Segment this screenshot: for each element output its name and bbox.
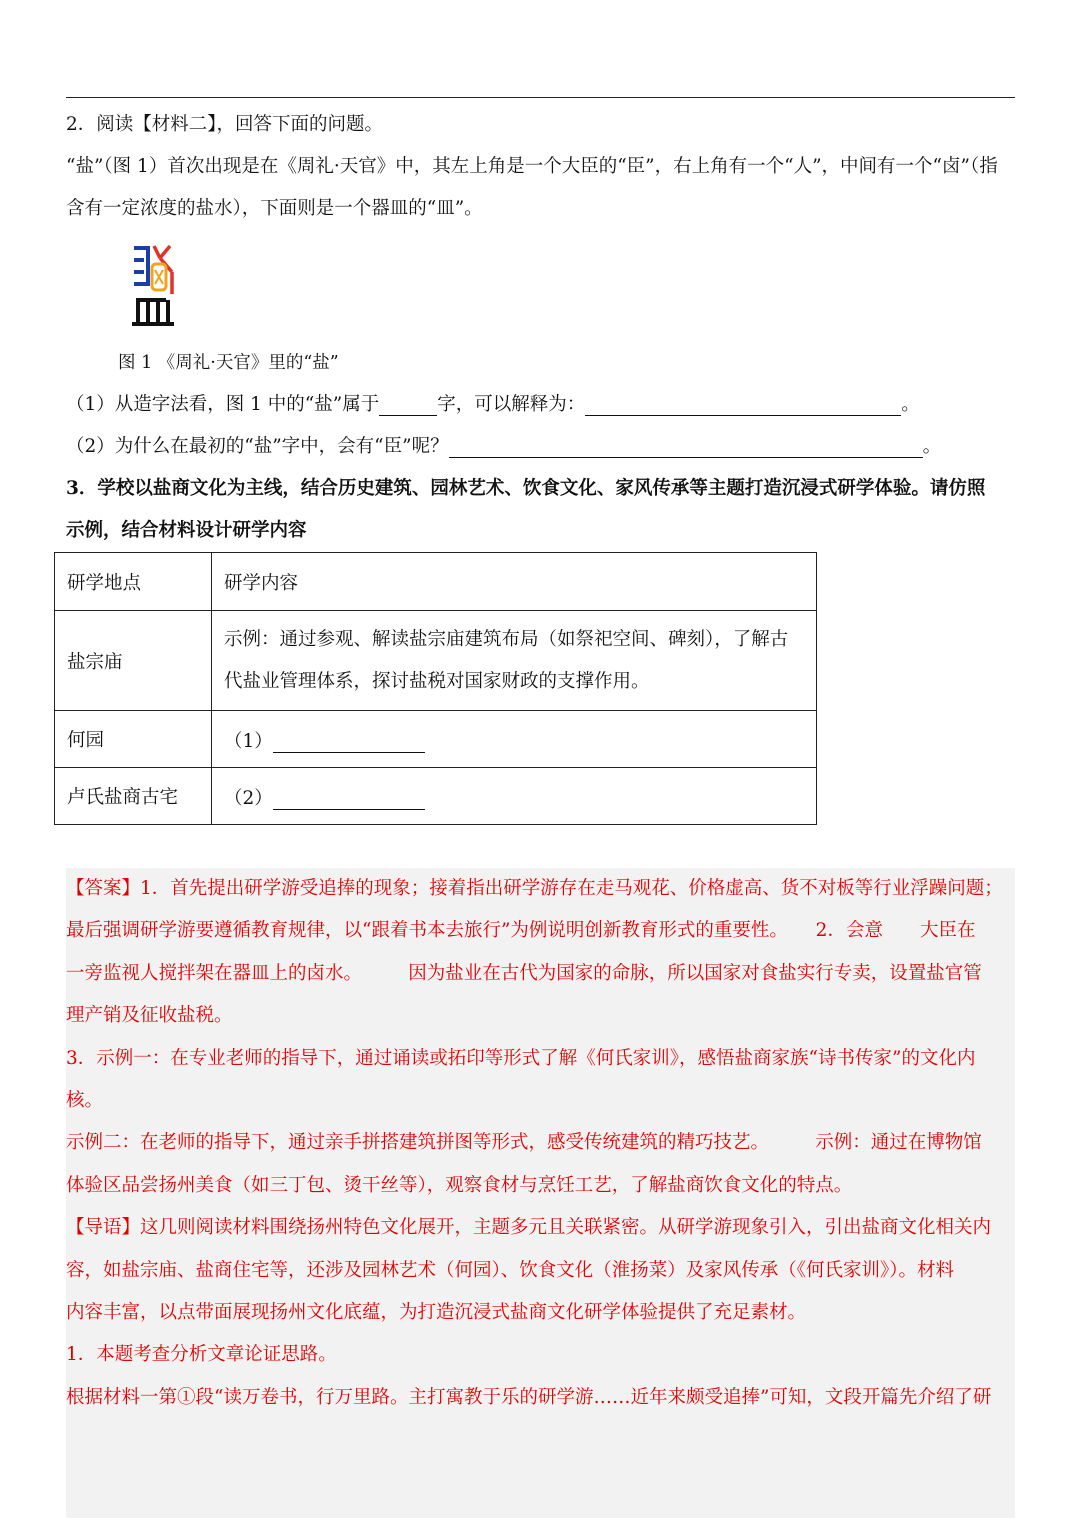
analysis-line: 根据材料一第①段“读万卷书，行万里路。主打寓教于乐的研学游……近年来颇受追捧”可知，文段开篇先介绍了研 bbox=[66, 1386, 992, 1408]
q2-intro-line2: 含有一定浓度的盐水），下面则是一个器皿的“皿”。 bbox=[66, 198, 483, 219]
row-content bbox=[212, 611, 817, 711]
answer-line: 3．示例一：在专业老师的指导下，通过诵读或拓印等形式了解《何氏家训》，感悟盐商家族“诗书传家”的文化内 bbox=[66, 1047, 976, 1069]
answer-line: 核。 bbox=[66, 1090, 104, 1112]
question-area bbox=[66, 104, 1015, 552]
guide-line: 【导语】这几则阅读材料围绕扬州特色文化展开，主题多元且关联紧密。从研学游现象引入，引出盐商文化相关内 bbox=[66, 1217, 992, 1239]
analysis-line: 1．本题考查分析文章论证思路。 bbox=[66, 1344, 337, 1366]
answer-blank-lushi[interactable] bbox=[273, 783, 425, 810]
answer-line: 体验区品尝扬州美食（如三丁包、烫干丝等），观察食材与烹饪工艺，了解盐商饮食文化的特点。 bbox=[66, 1174, 853, 1196]
guide-line: 容，如盐宗庙、盐商住宅等，还涉及园林艺术（何园）、饮食文化（淮扬菜）及家风传承（《何氏家训》）。材料 bbox=[66, 1259, 955, 1281]
table-header-row bbox=[55, 553, 817, 611]
q2-sub1-text-b: 字，可以解释为： bbox=[437, 394, 586, 415]
q2-sub2-end: 。 bbox=[922, 436, 942, 457]
row-place: 何园 bbox=[55, 711, 212, 768]
answer-line: 一旁监视人搅拌架在器皿上的卤水。 因为盐业在古代为国家的命脉，所以国家对食盐实行专卖，设置盐官管 bbox=[66, 962, 982, 984]
answer-line: 示例二：在老师的指导下，通过亲手拼搭建筑拼图等形式，感受传统建筑的精巧技艺。 示例：通过在博物馆 bbox=[66, 1132, 982, 1154]
table-row bbox=[55, 711, 817, 768]
answer-blank-explain[interactable] bbox=[585, 389, 901, 416]
answer-section bbox=[66, 868, 1015, 1518]
q2-sub1-text-a: （1）从造字法看，图 1 中的“盐”属于 bbox=[66, 394, 380, 415]
q2-title: 2．阅读【材料二】，回答下面的问题。 bbox=[66, 114, 384, 135]
row-prefix: （1） bbox=[224, 730, 273, 752]
header-rule bbox=[66, 97, 1015, 98]
row-place: 卢氏盐商古宅 bbox=[55, 768, 212, 825]
figure-1 bbox=[66, 230, 1015, 342]
row-content bbox=[212, 711, 817, 768]
q2-sub2 bbox=[66, 426, 1015, 468]
answer-line: 【答案】1．首先提出研学游受追捧的现象；接着指出研学游存在走马观花、价格虚高、货不对板等行业浮躁问题； bbox=[66, 878, 1003, 899]
row-place: 盐宗庙 bbox=[55, 611, 212, 711]
answer-line: 最后强调研学游要遵循教育规律，以“跟着书本去旅行”为例说明创新教育形式的重要性。 2．会意 大臣在 bbox=[66, 920, 976, 942]
q3-line2: 示例，结合材料设计研学内容 bbox=[66, 520, 307, 541]
row-content bbox=[212, 768, 817, 825]
header-content: 研学内容 bbox=[212, 553, 817, 611]
answer-line: 理产销及征收盐税。 bbox=[66, 1005, 233, 1027]
q2-intro-line1: “盐”（图 1）首次出现是在《周礼·天官》中，其左上角是一个大臣的“臣”，右上角有一个“人”，中间有一个“卤”（指 bbox=[66, 156, 998, 177]
answer-blank-zaozi[interactable] bbox=[379, 389, 437, 416]
study-design-table bbox=[54, 552, 817, 825]
q3-line1: 3．学校以盐商文化为主线，结合历史建筑、园林艺术、饮食文化、家风传承等主题打造沉浸式研学体验。请仿照 bbox=[66, 478, 986, 499]
row-content-line2: 代盐业管理体系，探讨盐税对国家财政的支撑作用。 bbox=[224, 670, 650, 692]
figure-1-caption: 图 1 《周礼·天官》里的“盐” bbox=[118, 353, 339, 373]
table-row bbox=[55, 768, 817, 825]
header-place: 研学地点 bbox=[55, 553, 212, 611]
row-content-line1: 示例：通过参观、解读盐宗庙建筑布局（如祭祀空间、碑刻），了解古 bbox=[224, 628, 789, 650]
yan-seal-character-image bbox=[130, 242, 176, 328]
answer-blank-chen[interactable] bbox=[449, 431, 923, 458]
answer-blank-heyuan[interactable] bbox=[273, 726, 425, 753]
q2-sub1 bbox=[66, 384, 1015, 426]
table-row bbox=[55, 611, 817, 711]
guide-line: 内容丰富，以点带面展现扬州文化底蕴，为打造沉浸式盐商文化研学体验提供了充足素材。 bbox=[66, 1302, 807, 1324]
row-prefix: （2） bbox=[224, 787, 273, 809]
q2-sub2-text: （2）为什么在最初的“盐”字中，会有“臣”呢？ bbox=[66, 436, 449, 457]
q2-sub1-end: 。 bbox=[901, 394, 920, 415]
